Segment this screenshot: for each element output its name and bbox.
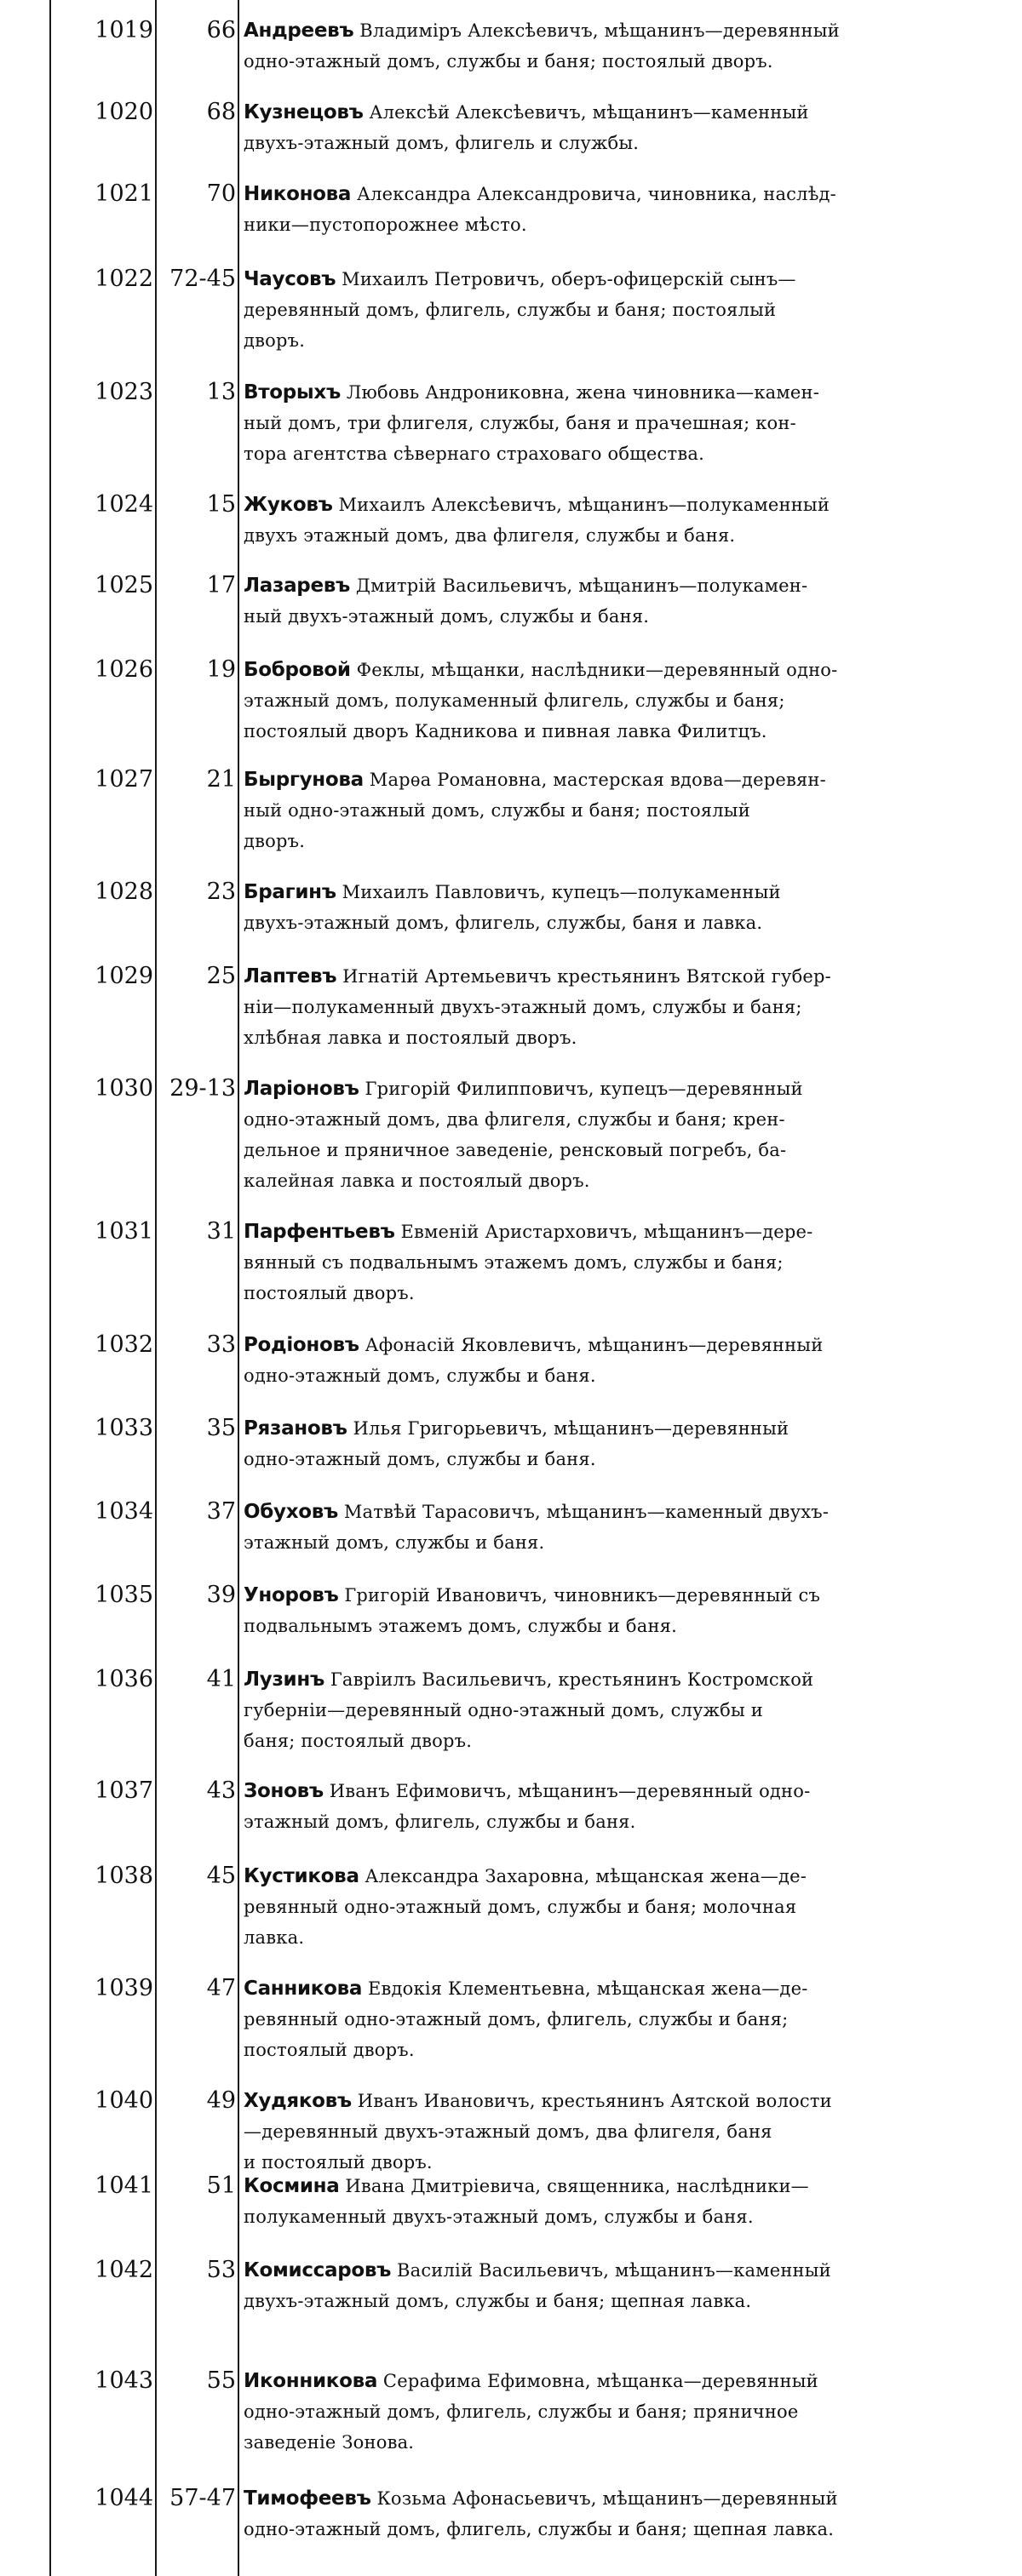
entry-line (244, 1922, 945, 1953)
entry-line (244, 826, 945, 856)
register-entry (0, 97, 1022, 158)
house-number: 25 (206, 963, 236, 989)
entry-number: 1031 (95, 1218, 153, 1245)
entry-line (244, 795, 945, 826)
entry-line (244, 877, 945, 907)
entry-number: 1032 (95, 1331, 153, 1358)
house-number: 72-45 (169, 266, 236, 292)
entry-number: 1035 (95, 1582, 153, 1608)
register-entry (0, 489, 1022, 551)
entry-line-text: Матвѣй Тарасовичъ, мѣщанинъ—каменный двухъ- (337, 1502, 830, 1522)
entry-line-text: двухъ этажный домъ, два флигеля, службы и баня. (244, 525, 736, 546)
owner-surname: Быргунова (244, 769, 364, 791)
register-entry (0, 570, 1022, 632)
entry-number: 1021 (95, 180, 153, 207)
entry-text (244, 179, 945, 240)
entry-line-text: постоялый дворъ. (244, 1283, 415, 1303)
entry-line-text: Илья Григорьевичъ, мѣщанинъ—деревянный (347, 1418, 789, 1439)
entry-line (244, 2396, 945, 2427)
entry-line-text: одно-этажный домъ, службы и баня. (244, 1365, 596, 1386)
register-entry (0, 1216, 1022, 1308)
register-entry (0, 1497, 1022, 1558)
entry-line-text: Евменій Аристарховичъ, мѣщанинъ—дере- (394, 1222, 813, 1242)
house-number: 68 (206, 99, 236, 125)
owner-surname: Родіоновъ (244, 1334, 359, 1356)
entry-line (244, 264, 945, 295)
entry-text (244, 1580, 945, 1641)
register-entry (0, 1664, 1022, 1756)
entry-text (244, 264, 945, 356)
entry-number: 1040 (95, 2087, 153, 2114)
entry-line-text: ный одно-этажный домъ, службы и баня; постоялый (244, 800, 750, 821)
entry-line (244, 1022, 945, 1053)
house-number: 70 (206, 180, 236, 207)
owner-surname: Андреевъ (244, 20, 354, 42)
entry-text (244, 2086, 945, 2178)
house-number: 35 (206, 1415, 236, 1441)
entry-line-text: этажный домъ, полукаменный флигель, службы и баня; (244, 690, 785, 711)
entry-line-text: дворъ. (244, 831, 306, 851)
entry-line (244, 2483, 945, 2514)
entry-number: 1029 (95, 963, 153, 989)
register-entry (0, 2483, 1022, 2545)
house-number: 21 (206, 766, 236, 793)
entry-line-text: Александра Захаровна, мѣщанская жена—де- (359, 1866, 807, 1886)
entry-line (244, 408, 945, 438)
entry-text (244, 570, 945, 632)
house-number: 57-47 (169, 2485, 236, 2511)
owner-surname: Чаусовъ (244, 268, 336, 290)
entry-number: 1037 (95, 1777, 153, 1804)
owner-surname: Рязановъ (244, 1417, 347, 1440)
entry-line (244, 97, 945, 128)
entry-line (244, 764, 945, 795)
entry-number: 1028 (95, 879, 153, 905)
entry-number: 1038 (95, 1863, 153, 1889)
entry-line-text: Александра Александровича, чиновника, наслѣд- (351, 184, 836, 204)
entry-line (244, 2116, 945, 2147)
owner-surname: Лазаревъ (244, 575, 351, 597)
house-number: 23 (206, 879, 236, 905)
entry-number: 1024 (95, 491, 153, 518)
entry-text (244, 1973, 945, 2065)
entry-line (244, 961, 945, 992)
house-number: 39 (206, 1582, 236, 1608)
entry-line (244, 2366, 945, 2396)
entry-line (244, 489, 945, 520)
entry-line (244, 325, 945, 356)
entry-line-text: Иванъ Ефимовичъ, мѣщанинъ—деревянный одно- (323, 1781, 811, 1801)
entry-text (244, 655, 945, 747)
entry-line-text: калейная лавка и постоялый дворъ. (244, 1171, 590, 1191)
entry-line (244, 377, 945, 408)
entry-text (244, 489, 945, 551)
house-number: 66 (206, 17, 236, 43)
entry-line-text: —деревянный двухъ-этажный домъ, два флигеля, баня (244, 2121, 772, 2142)
entry-line (244, 1073, 945, 1104)
entry-line-text: Алексѣй Алексѣевичъ, мѣщанинъ—каменный (363, 102, 809, 123)
entry-number: 1027 (95, 766, 153, 793)
entry-line-text: дворъ. (244, 330, 306, 351)
house-number: 15 (206, 491, 236, 518)
entry-line-text: лавка. (244, 1927, 305, 1948)
entry-line (244, 1892, 945, 1922)
entry-line-text: деревянный домъ, флигель, службы и баня; постоялый (244, 300, 777, 320)
entry-line (244, 179, 945, 209)
entry-line-text: тора агентства сѣвернаго страховаго общества. (244, 444, 704, 464)
entry-line-text: Михаилъ Павловичъ, купецъ—полукаменный (336, 882, 781, 902)
register-entry (0, 15, 1022, 77)
owner-surname: Парфентьевъ (244, 1221, 395, 1243)
entry-line (244, 685, 945, 716)
house-number: 51 (206, 2172, 236, 2199)
entry-line (244, 1806, 945, 1837)
entry-line-text: Ивана Дмитріевича, священника, наслѣдники— (339, 2176, 809, 2196)
entry-line-text: ніи—полукаменный двухъ-этажный домъ, службы и баня; (244, 997, 802, 1017)
entry-number: 1025 (95, 572, 153, 598)
entry-line-text: губерніи—деревянный одно-этажный домъ, службы и (244, 1700, 763, 1720)
entry-line-text: двухъ-этажный домъ, флигель, службы, баня и лавка. (244, 913, 763, 933)
entry-text (244, 1776, 945, 1837)
entry-number: 1030 (95, 1075, 153, 1102)
entry-line-text: Григорій Ивановичъ, чиновникъ—деревянный съ (338, 1585, 821, 1606)
entry-line (244, 1247, 945, 1278)
entry-line-text: хлѣбная лавка и постоялый дворъ. (244, 1028, 577, 1048)
owner-surname: Комиссаровъ (244, 2259, 392, 2281)
entry-line-text: ный двухъ-этажный домъ, службы и баня. (244, 606, 650, 627)
entry-line (244, 1165, 945, 1196)
entry-line-text: одно-этажный домъ, флигель, службы и баня; пряничное (244, 2401, 799, 2422)
register-entry (0, 2171, 1022, 2232)
owner-surname: Обуховъ (244, 1501, 338, 1523)
owner-surname: Лузинъ (244, 1669, 324, 1691)
entry-line-text: одно-этажный домъ, два флигеля, службы и баня; крен- (244, 1109, 785, 1130)
entry-line (244, 1664, 945, 1695)
entry-line (244, 1444, 945, 1474)
entry-text (244, 1861, 945, 1953)
entry-line (244, 1135, 945, 1165)
entry-line (244, 907, 945, 938)
owner-surname: Зоновъ (244, 1780, 324, 1802)
entry-number: 1039 (95, 1975, 153, 2001)
owner-surname: Иконникова (244, 2370, 378, 2392)
owner-surname: Никонова (244, 183, 352, 205)
register-entry (0, 1580, 1022, 1641)
owner-surname: Бобровой (244, 659, 351, 681)
register-entry (0, 961, 1022, 1053)
register-entry (0, 1973, 1022, 2065)
entry-line-text: Василій Васильевичъ, мѣщанинъ—каменный (391, 2260, 831, 2281)
entry-text (244, 1073, 945, 1196)
entry-line-text: Феклы, мѣщанки, наслѣдники—деревянный одно- (350, 660, 838, 680)
entry-line-text: Владиміръ Алексѣевичъ, мѣщанинъ—деревянный (353, 20, 840, 41)
entry-line-text: Марѳа Романовна, мастерская вдова—деревян- (363, 770, 826, 790)
owner-surname: Брагинъ (244, 881, 336, 903)
entry-line-text: Любовь Андрониковна, жена чиновника—камен- (340, 382, 820, 403)
entry-line-text: этажный домъ, службы и баня. (244, 1532, 545, 1553)
entry-line (244, 1726, 945, 1756)
entry-line (244, 2171, 945, 2201)
register-entry (0, 1330, 1022, 1391)
register-entry (0, 179, 1022, 240)
entry-line-text: Козьма Афонасьевичъ, мѣщанинъ—деревянный (370, 2488, 838, 2509)
entry-line (244, 128, 945, 158)
register-entry (0, 1861, 1022, 1953)
entry-text (244, 1413, 945, 1474)
register-entry (0, 1073, 1022, 1196)
owner-surname: Вторыхъ (244, 381, 341, 404)
entry-line (244, 438, 945, 469)
entry-number: 1041 (95, 2172, 153, 2199)
entry-line-text: заведеніе Зонова. (244, 2432, 415, 2453)
entry-line-text: подвальнымъ этажемъ домъ, службы и баня. (244, 1616, 677, 1636)
entry-line-text: Дмитрій Васильевичъ, мѣщанинъ—полукамен- (350, 575, 808, 596)
entry-line-text: и постоялый дворъ. (244, 2152, 433, 2172)
owner-surname: Санникова (244, 1978, 363, 2000)
entry-number: 1020 (95, 99, 153, 125)
entry-number: 1044 (95, 2485, 153, 2511)
entry-line (244, 295, 945, 325)
entry-line (244, 1104, 945, 1135)
entry-line-text: ревянный одно-этажный домъ, службы и баня; молочная (244, 1897, 797, 1917)
entry-line (244, 1216, 945, 1247)
house-number: 19 (206, 656, 236, 683)
entry-line (244, 1776, 945, 1806)
house-number: 53 (206, 2257, 236, 2283)
entry-line-text: одно-этажный домъ, флигель, службы и баня; щепная лавка. (244, 2519, 835, 2539)
entry-number: 1023 (95, 379, 153, 405)
entry-line (244, 2286, 945, 2316)
entry-line-text: постоялый дворъ. (244, 2040, 415, 2060)
register-entry (0, 264, 1022, 356)
entry-number: 1026 (95, 656, 153, 683)
entry-text (244, 961, 945, 1053)
entry-text (244, 97, 945, 158)
entry-line (244, 2086, 945, 2116)
register-entry (0, 1776, 1022, 1837)
entry-line-text: Иванъ Ивановичъ, крестьянинъ Аятской волости (351, 2091, 832, 2111)
entry-line-text: Михаилъ Алексѣевичъ, мѣщанинъ—полукаменный (332, 495, 830, 515)
entry-line (244, 2514, 945, 2545)
owner-surname: Лаптевъ (244, 965, 337, 987)
register-entry (0, 1413, 1022, 1474)
entry-number: 1033 (95, 1415, 153, 1441)
house-number: 47 (206, 1975, 236, 2001)
house-number: 43 (206, 1777, 236, 1804)
entry-line-text: одно-этажный домъ, службы и баня. (244, 1449, 596, 1469)
entry-line-text: Афонасій Яковлевичъ, мѣщанинъ—деревянный (359, 1335, 824, 1355)
entry-line (244, 1497, 945, 1527)
entry-line-text: Серафима Ефимовна, мѣщанка—деревянный (377, 2371, 818, 2391)
entry-line (244, 2255, 945, 2286)
entry-text (244, 377, 945, 469)
entry-line (244, 1330, 945, 1360)
entry-line (244, 2427, 945, 2458)
entry-line (244, 716, 945, 747)
entry-line (244, 1611, 945, 1641)
entry-line-text: вянный съ подвальнымъ этажемъ домъ, службы и баня; (244, 1252, 784, 1273)
entry-text (244, 1330, 945, 1391)
entry-line-text: ревянный одно-этажный домъ, флигель, службы и баня; (244, 2009, 789, 2029)
house-number: 17 (206, 572, 236, 598)
entry-text (244, 2171, 945, 2232)
entry-line-text: дельное и пряничное заведеніе, ренсковый погребъ, ба- (244, 1140, 787, 1160)
register-entry (0, 2366, 1022, 2458)
entry-line (244, 601, 945, 632)
entry-line (244, 209, 945, 240)
entry-number: 1034 (95, 1498, 153, 1525)
entry-text (244, 2366, 945, 2458)
entry-line-text: этажный домъ, флигель, службы и баня. (244, 1812, 636, 1832)
entry-line (244, 570, 945, 601)
entry-line-text: баня; постоялый дворъ. (244, 1731, 473, 1751)
house-number: 41 (206, 1666, 236, 1692)
register-entry (0, 377, 1022, 469)
entry-number: 1042 (95, 2257, 153, 2283)
entry-line-text: ный домъ, три флигеля, службы, баня и прачешная; кон- (244, 413, 796, 433)
entry-line (244, 520, 945, 551)
entry-line-text: полукаменный двухъ-этажный домъ, службы и баня. (244, 2207, 754, 2227)
house-number: 37 (206, 1498, 236, 1525)
owner-surname: Тимофеевъ (244, 2487, 371, 2510)
entry-number: 1036 (95, 1666, 153, 1692)
entry-text (244, 877, 945, 938)
entry-number: 1022 (95, 266, 153, 292)
house-number: 31 (206, 1218, 236, 1245)
entry-line (244, 1973, 945, 2004)
house-number: 33 (206, 1331, 236, 1358)
owner-surname: Уноровъ (244, 1584, 339, 1606)
entry-line-text: постоялый дворъ Кадникова и пивная лавка Филитцъ. (244, 721, 767, 741)
entry-line (244, 655, 945, 685)
owner-surname: Космина (244, 2175, 340, 2197)
entry-line-text: двухъ-этажный домъ, флигель и службы. (244, 133, 640, 153)
register-entry (0, 655, 1022, 747)
entry-line-text: Григорій Филипповичъ, купецъ—деревянный (359, 1079, 803, 1099)
owner-surname: Жуковъ (244, 494, 333, 516)
entry-line-text: ники—пустопорожнее мѣсто. (244, 215, 527, 235)
entry-line (244, 1413, 945, 1444)
entry-text (244, 15, 945, 77)
entry-number: 1019 (95, 17, 153, 43)
entry-text (244, 764, 945, 856)
owner-surname: Ларіоновъ (244, 1078, 359, 1100)
entry-line-text: Евдокія Клементьевна, мѣщанская жена—де- (362, 1978, 808, 1999)
entry-number: 1043 (95, 2367, 153, 2394)
register-entry (0, 877, 1022, 938)
entry-line (244, 1360, 945, 1391)
entry-line (244, 2004, 945, 2035)
entry-line-text: двухъ-этажный домъ, службы и баня; щепная лавка. (244, 2291, 752, 2311)
entry-line-text: одно-этажный домъ, службы и баня; постоялый дворъ. (244, 51, 773, 72)
entry-line (244, 15, 945, 46)
entry-line (244, 1695, 945, 1726)
entry-line (244, 46, 945, 77)
entry-text (244, 2255, 945, 2316)
entry-line (244, 1861, 945, 1892)
entry-text (244, 2483, 945, 2545)
entry-line-text: Михаилъ Петровичъ, оберъ-офицерскій сынъ— (336, 269, 796, 289)
entry-line (244, 2201, 945, 2232)
owner-surname: Худяковъ (244, 2090, 352, 2112)
entry-text (244, 1664, 945, 1756)
entry-text (244, 1497, 945, 1558)
register-entry (0, 2255, 1022, 2316)
house-number: 49 (206, 2087, 236, 2114)
house-number: 55 (206, 2367, 236, 2394)
owner-surname: Кустикова (244, 1865, 359, 1887)
entry-line (244, 992, 945, 1022)
house-number: 13 (206, 379, 236, 405)
entry-line (244, 2035, 945, 2065)
entry-line (244, 1278, 945, 1308)
entry-text (244, 1216, 945, 1308)
register-entry (0, 764, 1022, 856)
entry-line (244, 1527, 945, 1558)
register-entry (0, 2086, 1022, 2178)
house-number: 29-13 (169, 1075, 236, 1102)
entry-line-text: Игнатій Артемьевичъ крестьянинъ Вятской губер- (336, 966, 831, 987)
entry-line-text: Гавріилъ Васильевичъ, крестьянинъ Костромской (324, 1669, 814, 1690)
owner-surname: Кузнецовъ (244, 101, 364, 123)
house-number: 45 (206, 1863, 236, 1889)
entry-line (244, 1580, 945, 1611)
